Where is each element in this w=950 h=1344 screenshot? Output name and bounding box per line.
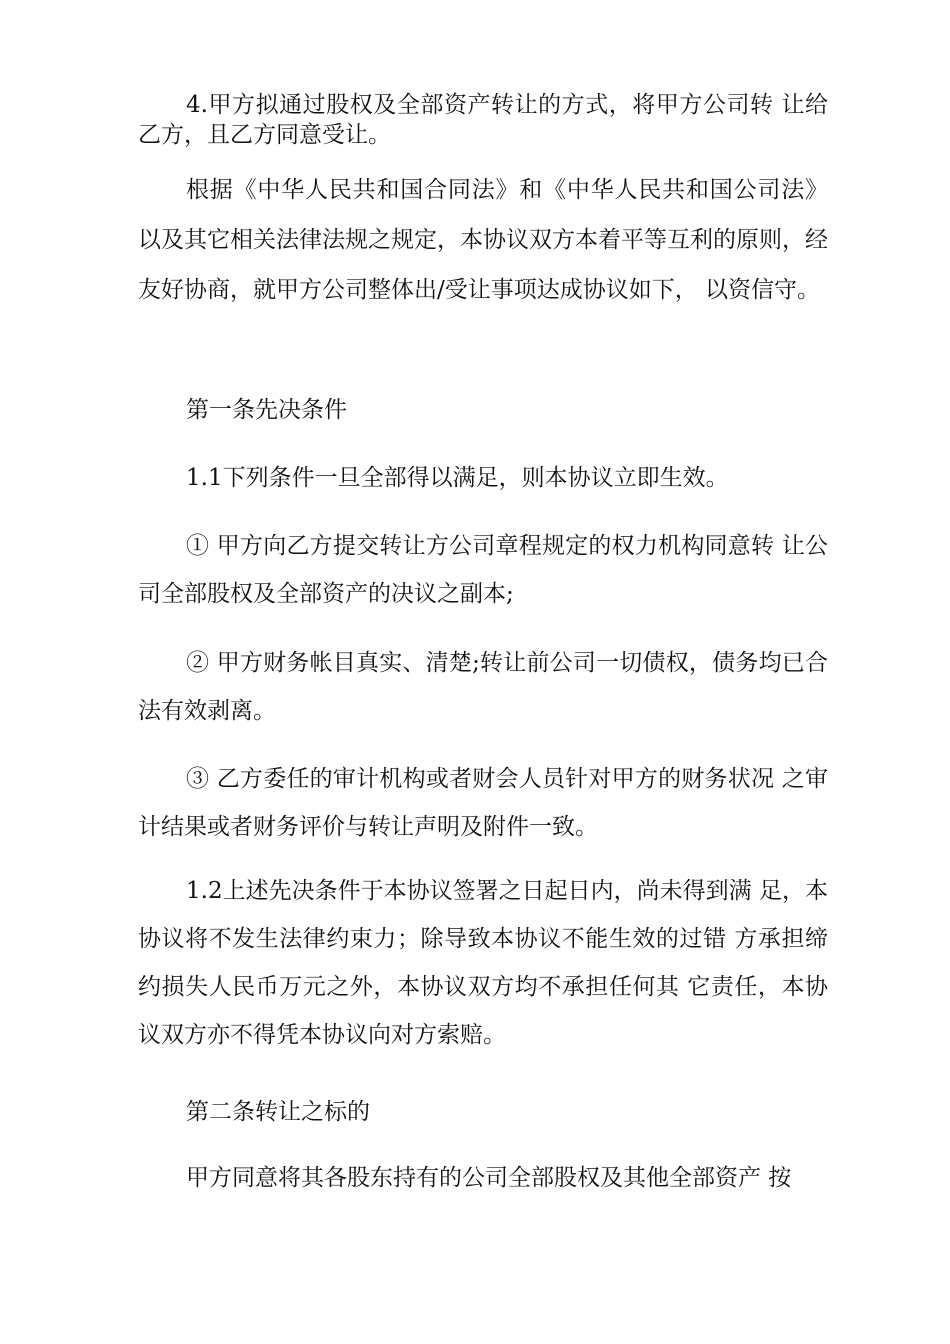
article-1-heading: 第一条先决条件 (186, 397, 347, 423)
clause-1-1: 1.1下列条件一旦全部得以满足，则本协议立即生效。 (186, 465, 729, 491)
clause-1-2: 1.2上述先决条件于本协议签署之日起日内，尚未得到满 足，本协议将不发生法律约束力；除导致本协议不能生效的过错 方承担缔约损失人民币万元之外，本协议双方均不承担任何其 它责任，本协议双方亦不得凭本协议向对方索赔。 (138, 878, 828, 1048)
paragraph-transfer-object: 甲方同意将其各股东持有的公司全部股权及其他全部资产 按 (186, 1165, 792, 1191)
condition-item-2: ② 甲方财务帐目真实、清楚;转让前公司一切债权，债务均已合法有效剥离。 (138, 650, 828, 724)
condition-item-3: ③ 乙方委任的审计机构或者财会人员针对甲方的财务状况 之审计结果或者财务评价与转让声明及附件一致。 (138, 766, 828, 840)
article-2-heading: 第二条转让之标的 (186, 1099, 370, 1125)
paragraph-transfer-method: 4.甲方拟通过股权及全部资产转让的方式，将甲方公司转 让给乙方，且乙方同意受让。 (138, 92, 828, 148)
paragraph-legal-basis: 根据《中华人民共和国合同法》和《中华人民共和国公司法》以及其它相关法律法规之规定，本协议双方本着平等互利的原则，经友好协商，就甲方公司整体出/受让事项达成协议如下， 以资信守。 (138, 177, 828, 303)
condition-item-1: ① 甲方向乙方提交转让方公司章程规定的权力机构同意转 让公司全部股权及全部资产的决议之副本; (138, 533, 828, 607)
